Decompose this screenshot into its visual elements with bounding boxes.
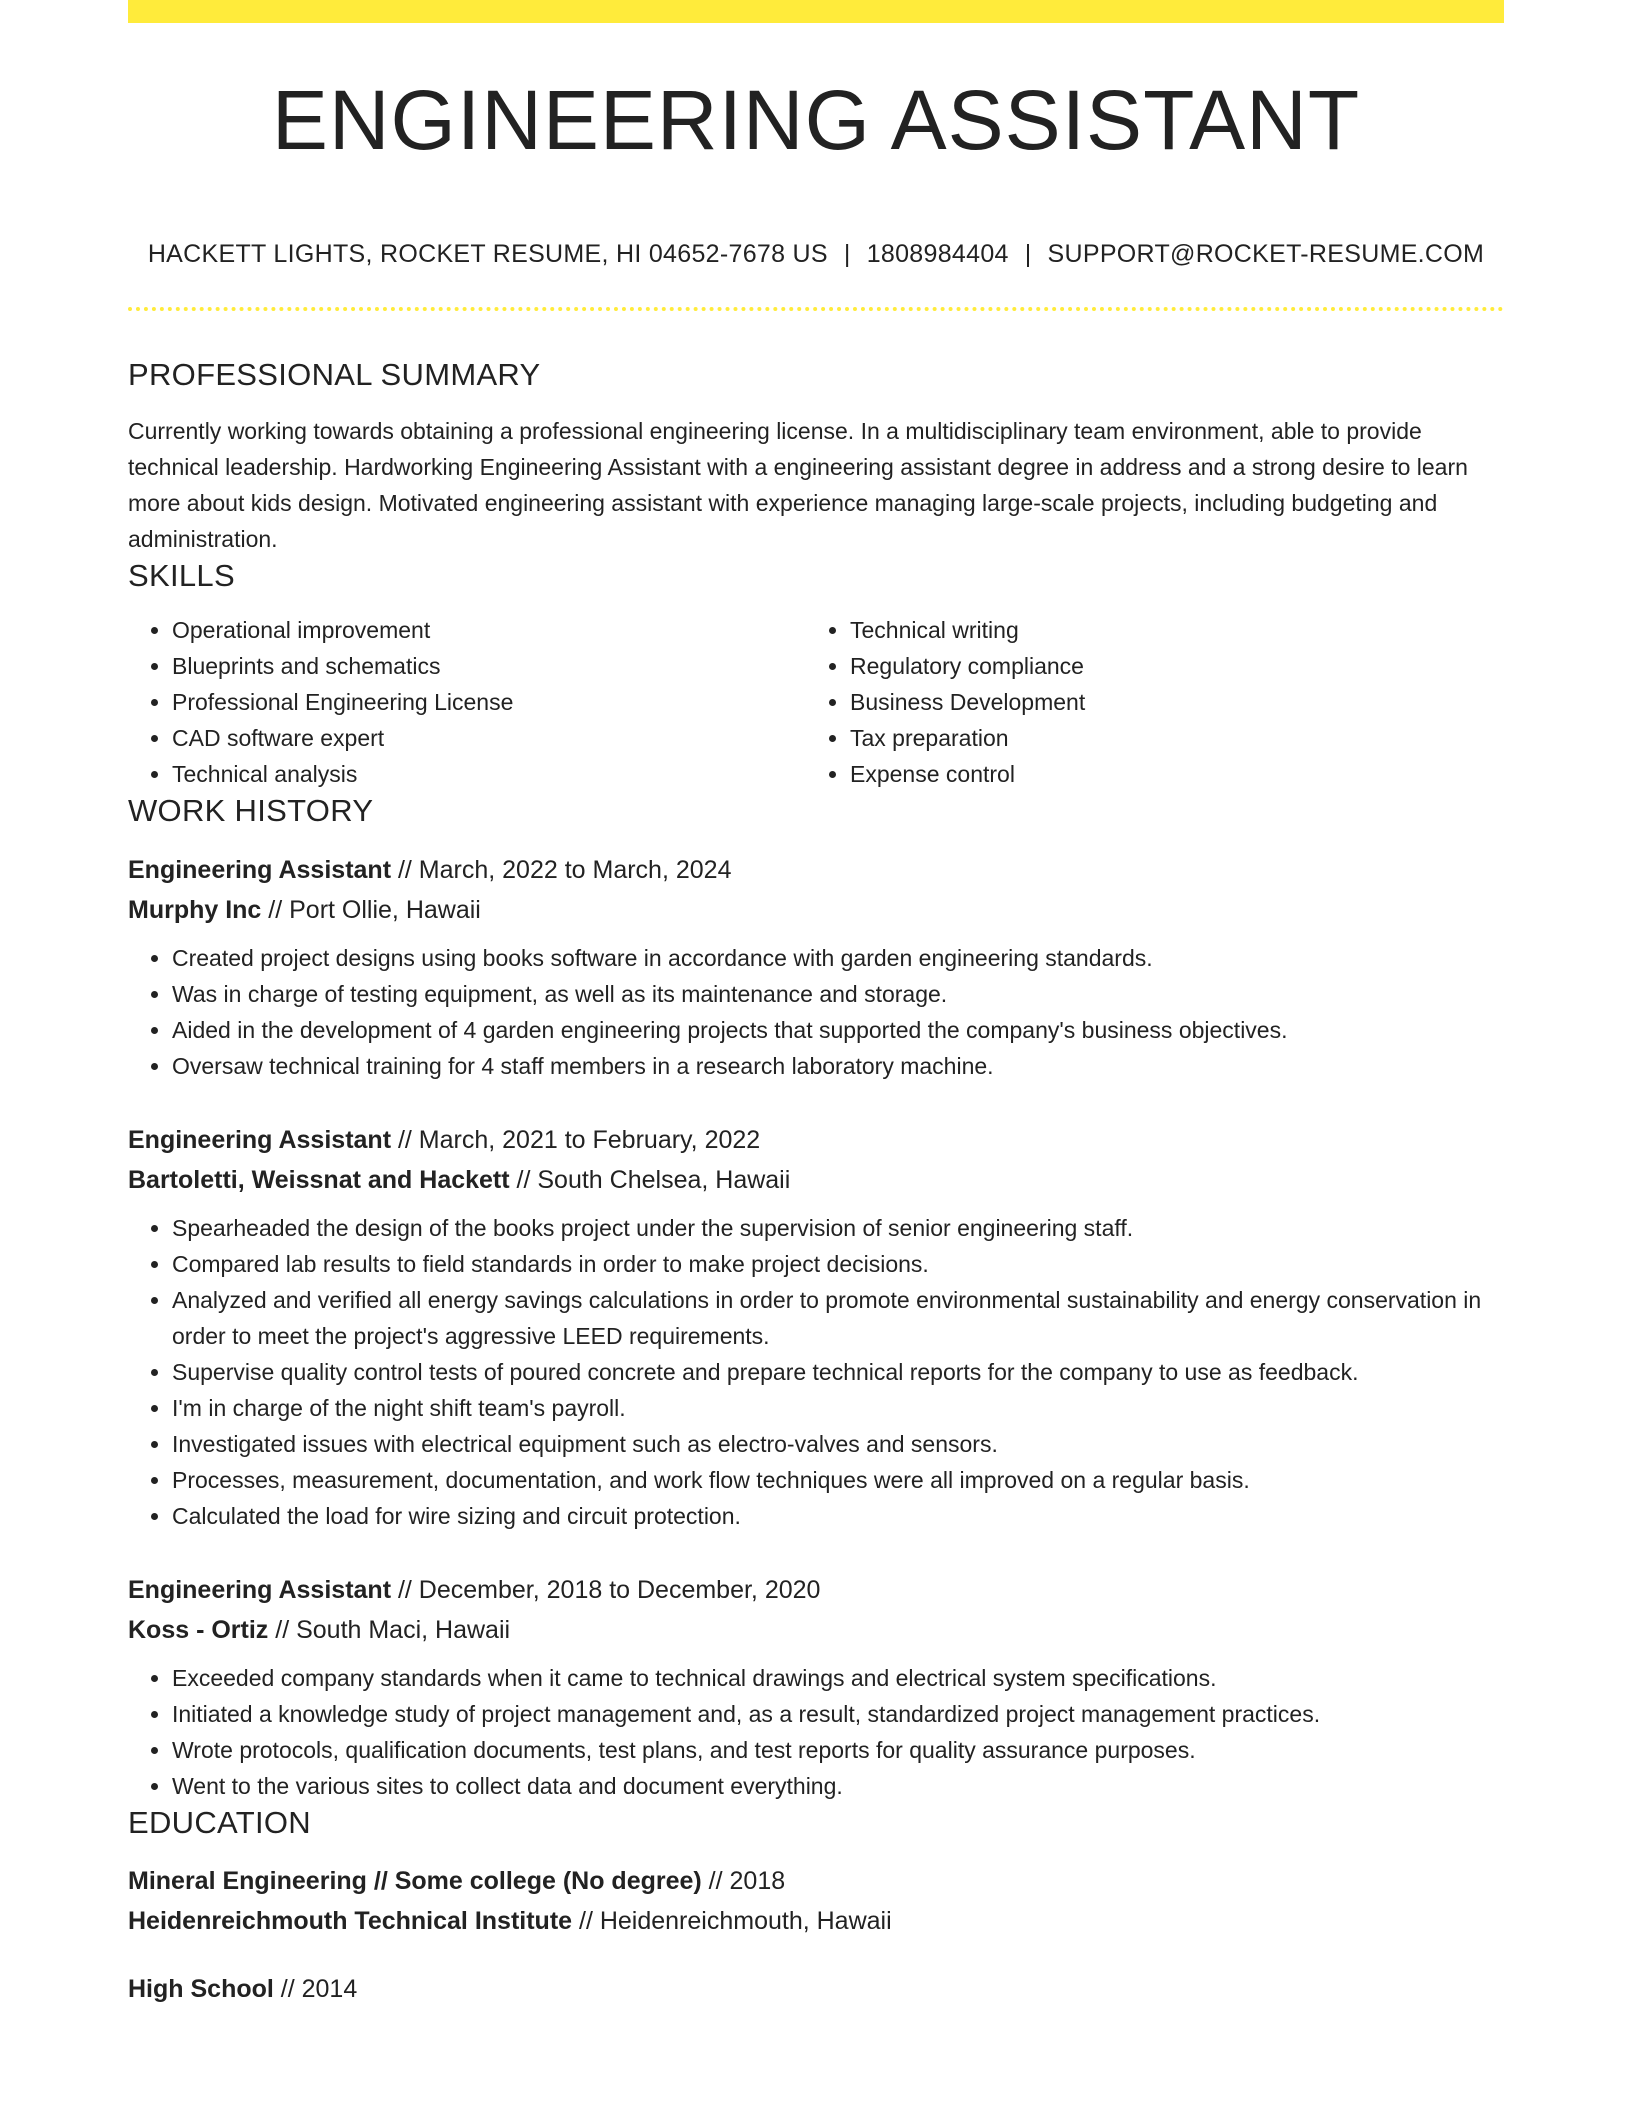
resume-body bbox=[128, 356, 1504, 2009]
duty-item: • Compared lab results to field standards in order to make project decisions. bbox=[172, 1246, 1504, 1282]
duty-item: • Spearheaded the design of the books project under the supervision of senior engineering staff. bbox=[172, 1210, 1504, 1246]
duty-item: • Aided in the development of 4 garden engineering projects that supported the company's business objectives. bbox=[172, 1012, 1504, 1048]
duty-item: • Was in charge of testing equipment, as well as its maintenance and storage. bbox=[172, 976, 1504, 1012]
skills-list-right bbox=[806, 612, 1484, 792]
skill-item: • Expense control bbox=[850, 756, 1484, 792]
education-degree: Mineral Engineering // Some college (No degree) bbox=[128, 1866, 702, 1895]
job-duties bbox=[128, 1660, 1504, 1804]
education-year: // 2014 bbox=[273, 1974, 358, 2003]
job-entry bbox=[128, 1120, 1504, 1534]
contact-separator: | bbox=[843, 240, 851, 268]
education-entry bbox=[128, 1969, 1504, 2009]
job-company: Koss - Ortiz bbox=[128, 1615, 269, 1644]
contact-phone[interactable]: 1808984404 bbox=[866, 240, 1009, 268]
duty-item: • Exceeded company standards when it came to technical drawings and electrical system specifications. bbox=[172, 1660, 1504, 1696]
job-dates: // December, 2018 to December, 2020 bbox=[391, 1575, 821, 1604]
section-title-skills: SKILLS bbox=[128, 558, 235, 594]
duty-item: • Oversaw technical training for 4 staff members in a research laboratory machine. bbox=[172, 1048, 1504, 1084]
job-duties bbox=[128, 940, 1504, 1084]
duty-item: • Calculated the load for wire sizing and circuit protection. bbox=[172, 1498, 1504, 1534]
job-role-line bbox=[128, 1570, 1504, 1610]
job-role-line bbox=[128, 850, 1504, 890]
job-company: Bartoletti, Weissnat and Hackett bbox=[128, 1165, 510, 1194]
job-role: Engineering Assistant bbox=[128, 855, 392, 884]
contact-address: HACKETT LIGHTS, ROCKET RESUME, HI 04652-7678 US bbox=[147, 240, 828, 268]
contact-separator: | bbox=[1024, 240, 1032, 268]
job-role: Engineering Assistant bbox=[128, 1125, 392, 1154]
job-company-line bbox=[128, 890, 1504, 930]
skills-list-left bbox=[128, 612, 806, 792]
duty-item: • Supervise quality control tests of poured concrete and prepare technical reports for the company to use as feedback. bbox=[172, 1354, 1504, 1390]
section-title-education: EDUCATION bbox=[128, 1804, 311, 1840]
accent-top-bar bbox=[128, 0, 1504, 23]
duty-item: • Initiated a knowledge study of project management and, as a result, standardized project management practices. bbox=[172, 1696, 1504, 1732]
duty-item: • Went to the various sites to collect data and document everything. bbox=[172, 1768, 1504, 1804]
skills-columns bbox=[128, 612, 1504, 792]
job-role: Engineering Assistant bbox=[128, 1575, 392, 1604]
skill-item: • Technical analysis bbox=[172, 756, 806, 792]
summary-text: Currently working towards obtaining a professional engineering license. In a multidisciplinary team environment, able to provide technical leadership. Hardworking Engineering Assistant with a engineering assistant degree in address and a strong desire to learn more about kids design. Motivated engineering assistant with experience managing large-scale projects, including budgeting and administration. bbox=[128, 418, 1468, 553]
education-location: // Heidenreichmouth, Hawaii bbox=[572, 1906, 892, 1935]
skill-item: • Regulatory compliance bbox=[850, 648, 1484, 684]
job-location: // Port Ollie, Hawaii bbox=[261, 895, 481, 924]
job-dates: // March, 2021 to February, 2022 bbox=[391, 1125, 761, 1154]
skill-item: • Blueprints and schematics bbox=[172, 648, 806, 684]
skill-item: • Operational improvement bbox=[172, 612, 806, 648]
duty-item: • Analyzed and verified all energy savings calculations in order to promote environmental sustainability and energy conservation in order to meet the project's aggressive LEED requirements. bbox=[172, 1282, 1504, 1354]
contact-email[interactable]: SUPPORT@ROCKET-RESUME.COM bbox=[1047, 240, 1485, 268]
skill-item: • CAD software expert bbox=[172, 720, 806, 756]
education-school: Heidenreichmouth Technical Institute bbox=[128, 1906, 573, 1935]
job-role-line bbox=[128, 1120, 1504, 1160]
education-degree-line bbox=[128, 1861, 1504, 1901]
education-year: // 2018 bbox=[701, 1866, 786, 1895]
job-location: // South Chelsea, Hawaii bbox=[509, 1165, 791, 1194]
education-degree-line bbox=[128, 1969, 1504, 2009]
job-duties bbox=[128, 1210, 1504, 1534]
skill-item: • Tax preparation bbox=[850, 720, 1484, 756]
duty-item: • Wrote protocols, qualification documents, test plans, and test reports for quality assurance purposes. bbox=[172, 1732, 1504, 1768]
duty-item: • Created project designs using books software in accordance with garden engineering standards. bbox=[172, 940, 1504, 976]
section-title-work-history: WORK HISTORY bbox=[128, 793, 374, 829]
duty-item: • I'm in charge of the night shift team's payroll. bbox=[172, 1390, 1504, 1426]
resume-title: ENGINEERING ASSISTANT bbox=[271, 73, 1361, 167]
skill-item: • Business Development bbox=[850, 684, 1484, 720]
job-entry bbox=[128, 850, 1504, 1084]
education-degree: High School bbox=[128, 1974, 274, 2003]
contact-line bbox=[128, 240, 1504, 269]
education-entry bbox=[128, 1861, 1504, 1941]
duty-item: • Investigated issues with electrical equipment such as electro-valves and sensors. bbox=[172, 1426, 1504, 1462]
skill-item: • Technical writing bbox=[850, 612, 1484, 648]
job-entry bbox=[128, 1570, 1504, 1804]
job-company: Murphy Inc bbox=[128, 895, 262, 924]
job-company-line bbox=[128, 1610, 1504, 1650]
section-title-summary: PROFESSIONAL SUMMARY bbox=[128, 357, 541, 392]
job-location: // South Maci, Hawaii bbox=[268, 1615, 511, 1644]
skill-item: • Professional Engineering License bbox=[172, 684, 806, 720]
job-dates: // March, 2022 to March, 2024 bbox=[391, 855, 732, 884]
education-school-line bbox=[128, 1901, 1504, 1941]
dotted-divider bbox=[128, 307, 1504, 311]
job-company-line bbox=[128, 1160, 1504, 1200]
duty-item: • Processes, measurement, documentation, and work flow techniques were all improved on a regular basis. bbox=[172, 1462, 1504, 1498]
